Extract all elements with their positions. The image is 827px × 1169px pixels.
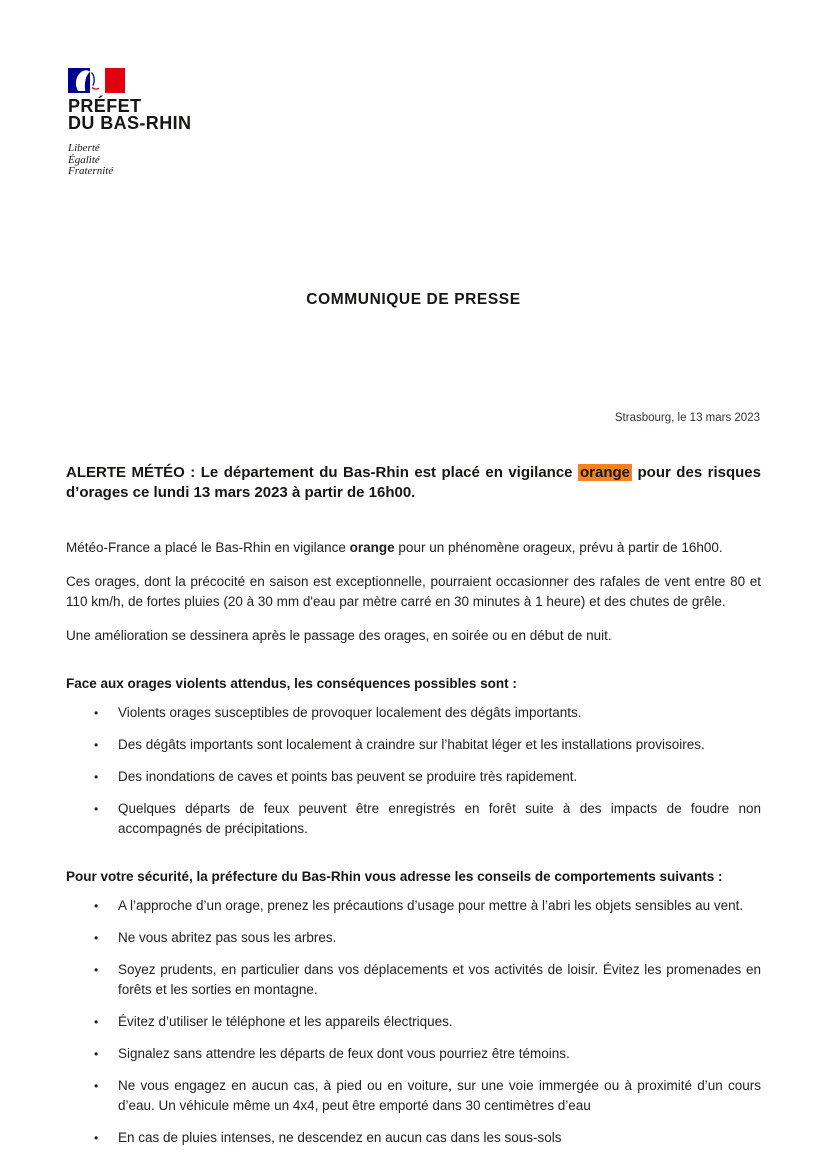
headline [66,463,761,503]
par1-after: pour un phénomène orageux, prévu à partir de 16h00. [394,540,723,555]
motto-liberte: Liberté [68,142,100,154]
list-item: • Signalez sans attendre les départs de feux dont vous pourriez être témoins. [118,1044,761,1064]
list-item: • Quelques départs de feux peuvent être enregistrés en forêt suite à des impacts de foudre non accompagnés de précipitations. [118,799,761,839]
paragraph-orages-details: Ces orages, dont la précocité en saison est exceptionnelle, pourraient occasionner des rafales de vent entre 80 et 110 km/h, de fortes pluies (20 à 30 mm d'eau par mètre carré en 30 minutes à 1 heure) et des chutes de grêle. [66,574,761,609]
section-consequences [66,675,761,839]
list-item: • Évitez d’utiliser le téléphone et les appareils électriques. [118,1012,761,1032]
list-item: • Des inondations de caves et points bas peuvent se produire très rapidement. [118,767,761,787]
list-item: • Ne vous engagez en aucun cas, à pied ou en voiture, sur une voie immergée ou à proximité d’un cours d’eau. Un véhicule même un 4x4, peut être emporté dans 30 centimètres d’eau [118,1076,761,1116]
prefet-name [68,98,191,132]
dateline: Strasbourg, le 13 mars 2023 [614,412,760,424]
paragraph-amelioration: Une amélioration se dessinera après le passage des orages, en soirée ou en début de nuit. [66,628,612,643]
gov-logo [68,68,191,178]
section-conseils-heading: Pour votre sécurité, la préfecture du Bas-Rhin vous adresse les conseils de comportements suivants : [66,869,723,884]
list-item: • Des dégâts importants sont localement à craindre sur l’habitat léger et les installations provisoires. [118,735,761,755]
motto-fraternite: Fraternité [68,165,114,177]
motto-egalite: Égalité [68,153,100,166]
par1-bold-orange: orange [349,540,395,555]
list-item: • En cas de pluies intenses, ne descendez en aucun cas dans les sous-sols [118,1128,761,1148]
paragraph-meteo-france [66,538,761,558]
list-item: • Ne vous abritez pas sous les arbres. [118,928,761,948]
section-conseils [66,868,761,1148]
list-item: • A l’approche d’un orage, prenez les précautions d’usage pour mettre à l’abri les objets sensibles au vent. [118,896,761,916]
orange-vigilance-highlight: orange [580,464,631,481]
headline-text-before: ALERTE MÉTÉO : Le département du Bas-Rhin est placé en vigilance [66,464,579,481]
headline-text-after: pour des risques d’orages ce lundi 13 mars 2023 à partir de 16h00. [66,464,761,501]
par1-before: Météo-France a placé le Bas-Rhin en vigilance [66,540,350,555]
prefet-line1: PRÉFET [68,96,142,116]
republic-motto [68,143,191,178]
document-body [66,463,761,1160]
list-item: • Violents orages susceptibles de provoquer localement des dégâts importants. [118,703,761,723]
consequences-list [66,703,761,839]
prefet-line2: DU BAS-RHIN [68,113,192,133]
list-item: • Soyez prudents, en particulier dans vos déplacements et vos activités de loisir. Évitez les promenades en forêts et les sorties en montagne. [118,960,761,1000]
document-title: COMMUNIQUE DE PRESSE [306,291,521,308]
section-consequences-heading: Face aux orages violents attendus, les conséquences possibles sont : [66,676,517,691]
french-flag-marianne-icon [68,68,125,93]
conseils-list [66,896,761,1148]
